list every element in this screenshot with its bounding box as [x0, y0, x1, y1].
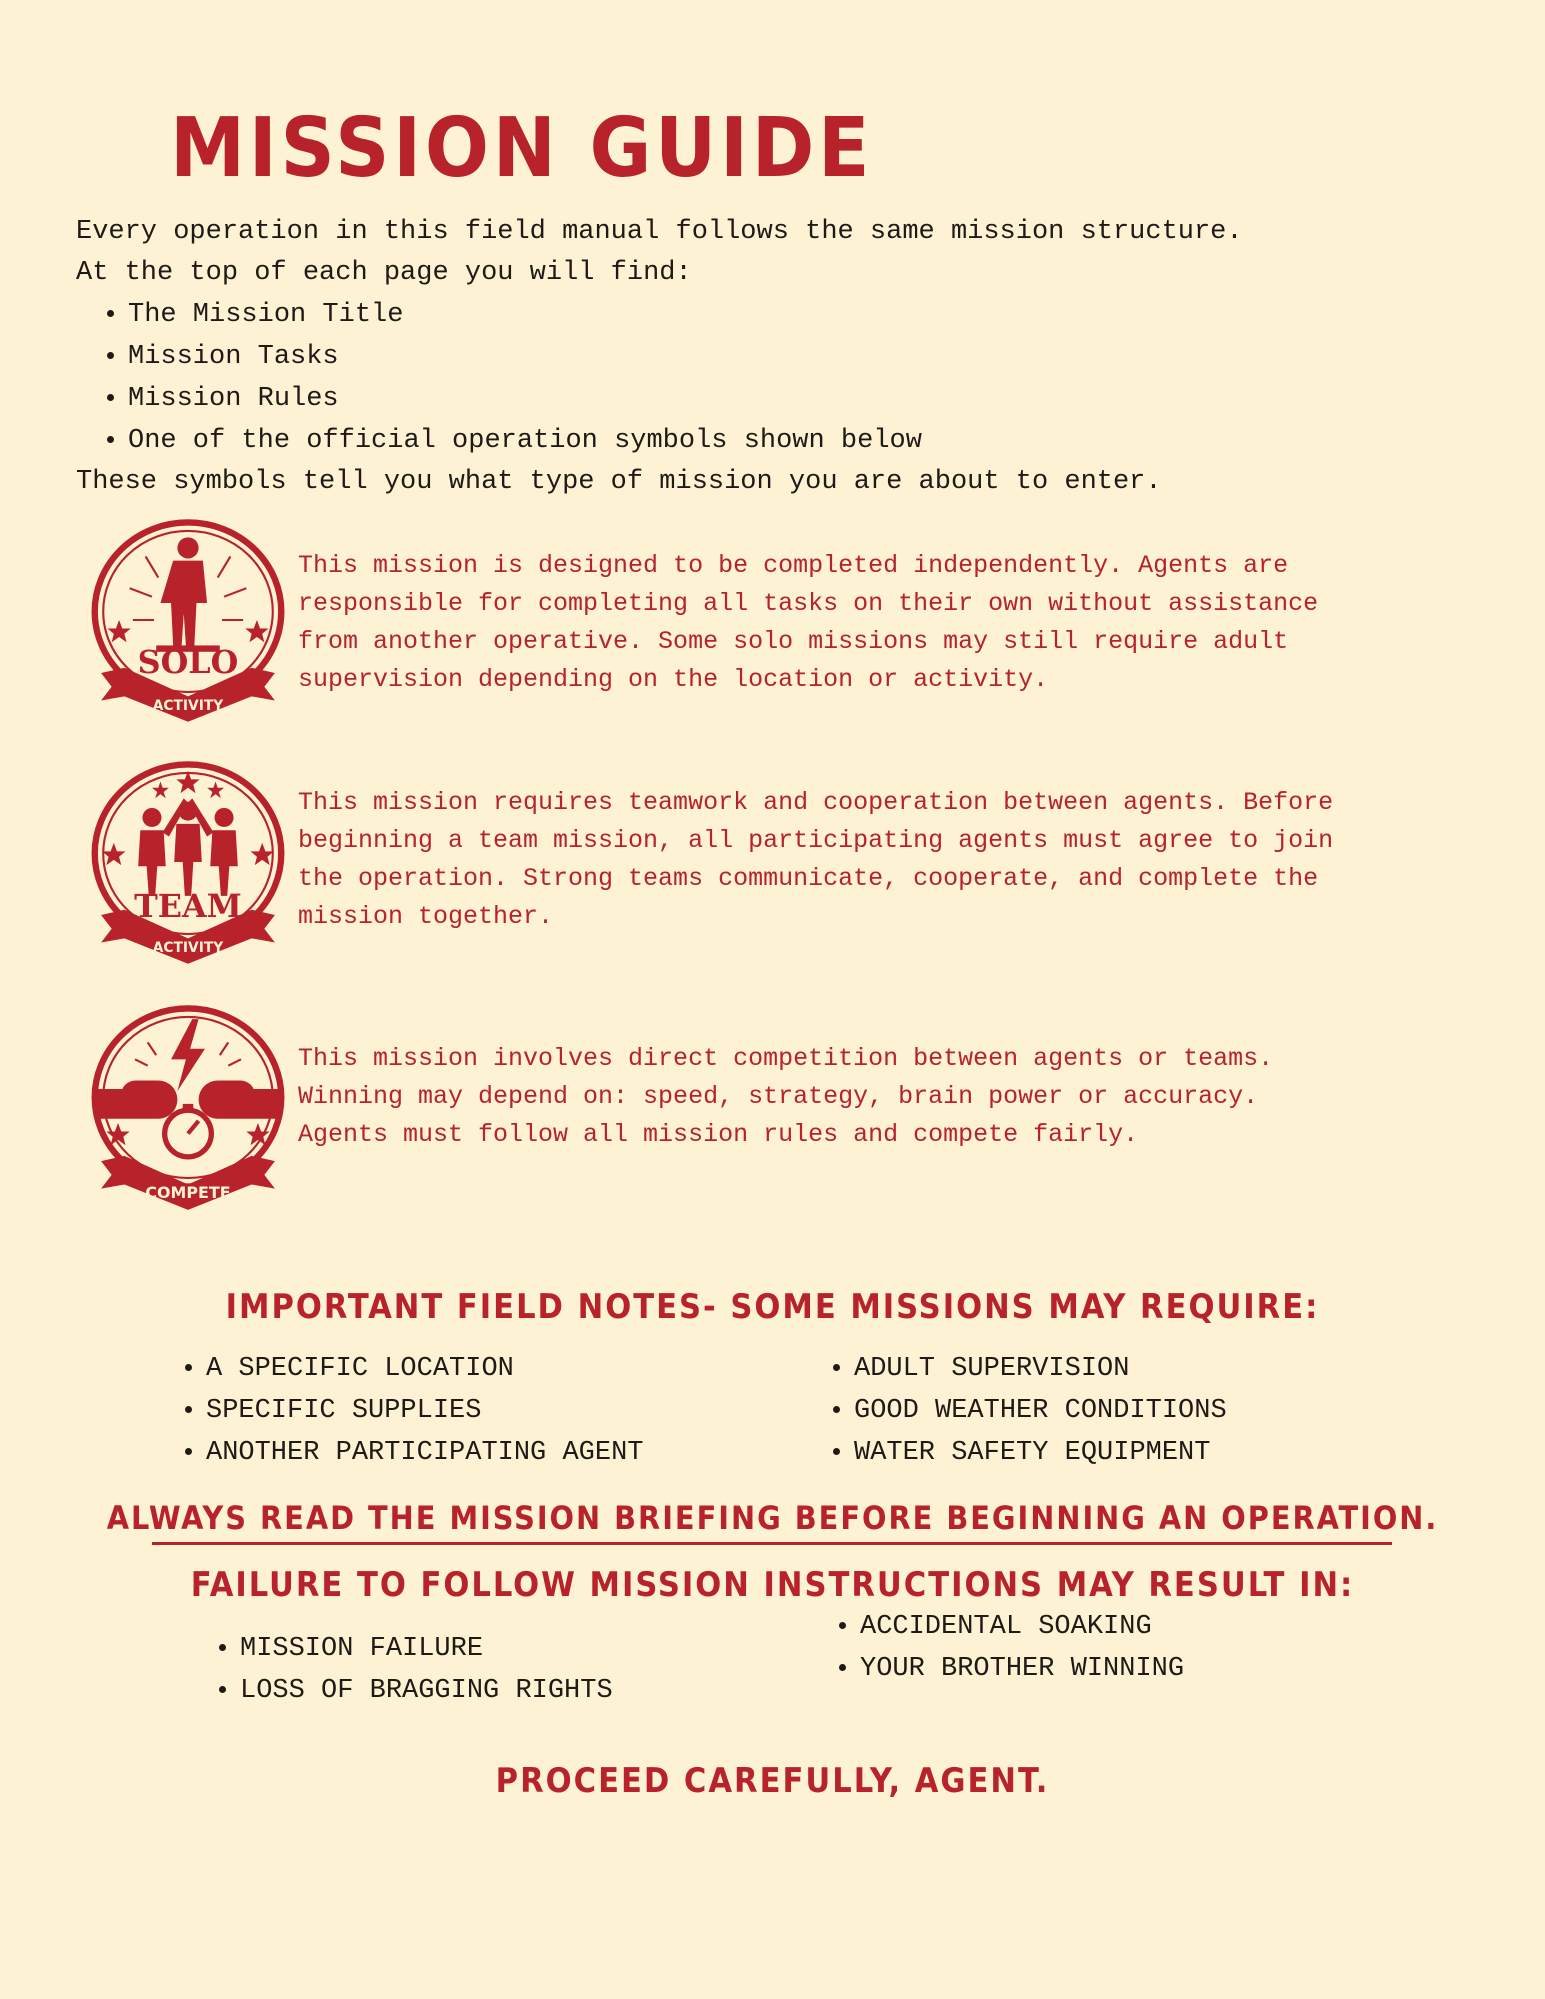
solo-activity-badge-icon — [82, 514, 294, 726]
list-item: • MISSION FAILURE — [240, 1628, 613, 1670]
list-item: • The Mission Title — [128, 294, 1456, 336]
list-item: • One of the official operation symbols shown below — [128, 420, 1456, 462]
failure-heading: FAILURE TO FOLLOW MISSION INSTRUCTIONS MAY RESULT IN: — [190, 1565, 1355, 1605]
list-item: • Mission Tasks — [128, 336, 1456, 378]
page-title: MISSION GUIDE — [170, 101, 874, 196]
list-item: • GOOD WEATHER CONDITIONS — [854, 1390, 1227, 1432]
list-item: • A SPECIFIC LOCATION — [206, 1348, 643, 1390]
badge-banner: ACTIVITY — [152, 940, 224, 957]
compete-description: This mission involves direct competition between agents or teams. Winning may depend on: speed, strategy, brain power or accuracy. Agents must follow all mission rules and compete fairly. — [298, 1044, 1274, 1149]
field-notes-list-left — [174, 1348, 643, 1474]
field-notes-heading: IMPORTANT FIELD NOTES- SOME MISSIONS MAY REQUIRE: — [225, 1287, 1320, 1327]
badge-word: SOLO — [137, 644, 239, 681]
always-read-warning: ALWAYS READ THE MISSION BRIEFING BEFORE BEGINNING AN OPERATION. — [106, 1499, 1439, 1537]
intro-section — [76, 212, 1456, 503]
team-description: This mission requires teamwork and cooperation between agents. Before beginning a team mission, all participating agents must agree to join the operation. Strong teams communicate, cooperate, and complete the mission together. — [298, 788, 1334, 931]
team-activity-badge-icon — [82, 756, 294, 968]
list-item: • LOSS OF BRAGGING RIGHTS — [240, 1670, 613, 1712]
solo-description: This mission is designed to be completed independently. Agents are responsible for completing all tasks on their own without assistance from another operative. Some solo missions may still require adult supervision depending on the location or activity. — [298, 551, 1319, 694]
intro-line: These symbols tell you what type of mission you are about to enter. — [76, 467, 1162, 497]
intro-bullet-list — [76, 294, 1456, 462]
warning-underline — [152, 1542, 1392, 1545]
badge-word: TEAM — [134, 888, 242, 926]
badge-banner: COMPETE — [145, 1183, 231, 1203]
list-item: • ACCIDENTAL SOAKING — [860, 1606, 1184, 1648]
proceed-closing: PROCEED CAREFULLY, AGENT. — [495, 1761, 1050, 1801]
failure-list-right — [828, 1606, 1184, 1690]
list-item: • WATER SAFETY EQUIPMENT — [854, 1432, 1227, 1474]
list-item: • YOUR BROTHER WINNING — [860, 1648, 1184, 1690]
intro-line: At the top of each page you will find: — [76, 258, 692, 288]
list-item: • SPECIFIC SUPPLIES — [206, 1390, 643, 1432]
badge-banner: ACTIVITY — [152, 698, 224, 715]
intro-line: Every operation in this field manual follows the same mission structure. — [76, 217, 1243, 247]
compete-badge-icon — [82, 1000, 294, 1212]
list-item: • ANOTHER PARTICIPATING AGENT — [206, 1432, 643, 1474]
list-item: • Mission Rules — [128, 378, 1456, 420]
list-item: • ADULT SUPERVISION — [854, 1348, 1227, 1390]
field-notes-list-right — [822, 1348, 1227, 1474]
failure-list-left — [208, 1628, 613, 1712]
